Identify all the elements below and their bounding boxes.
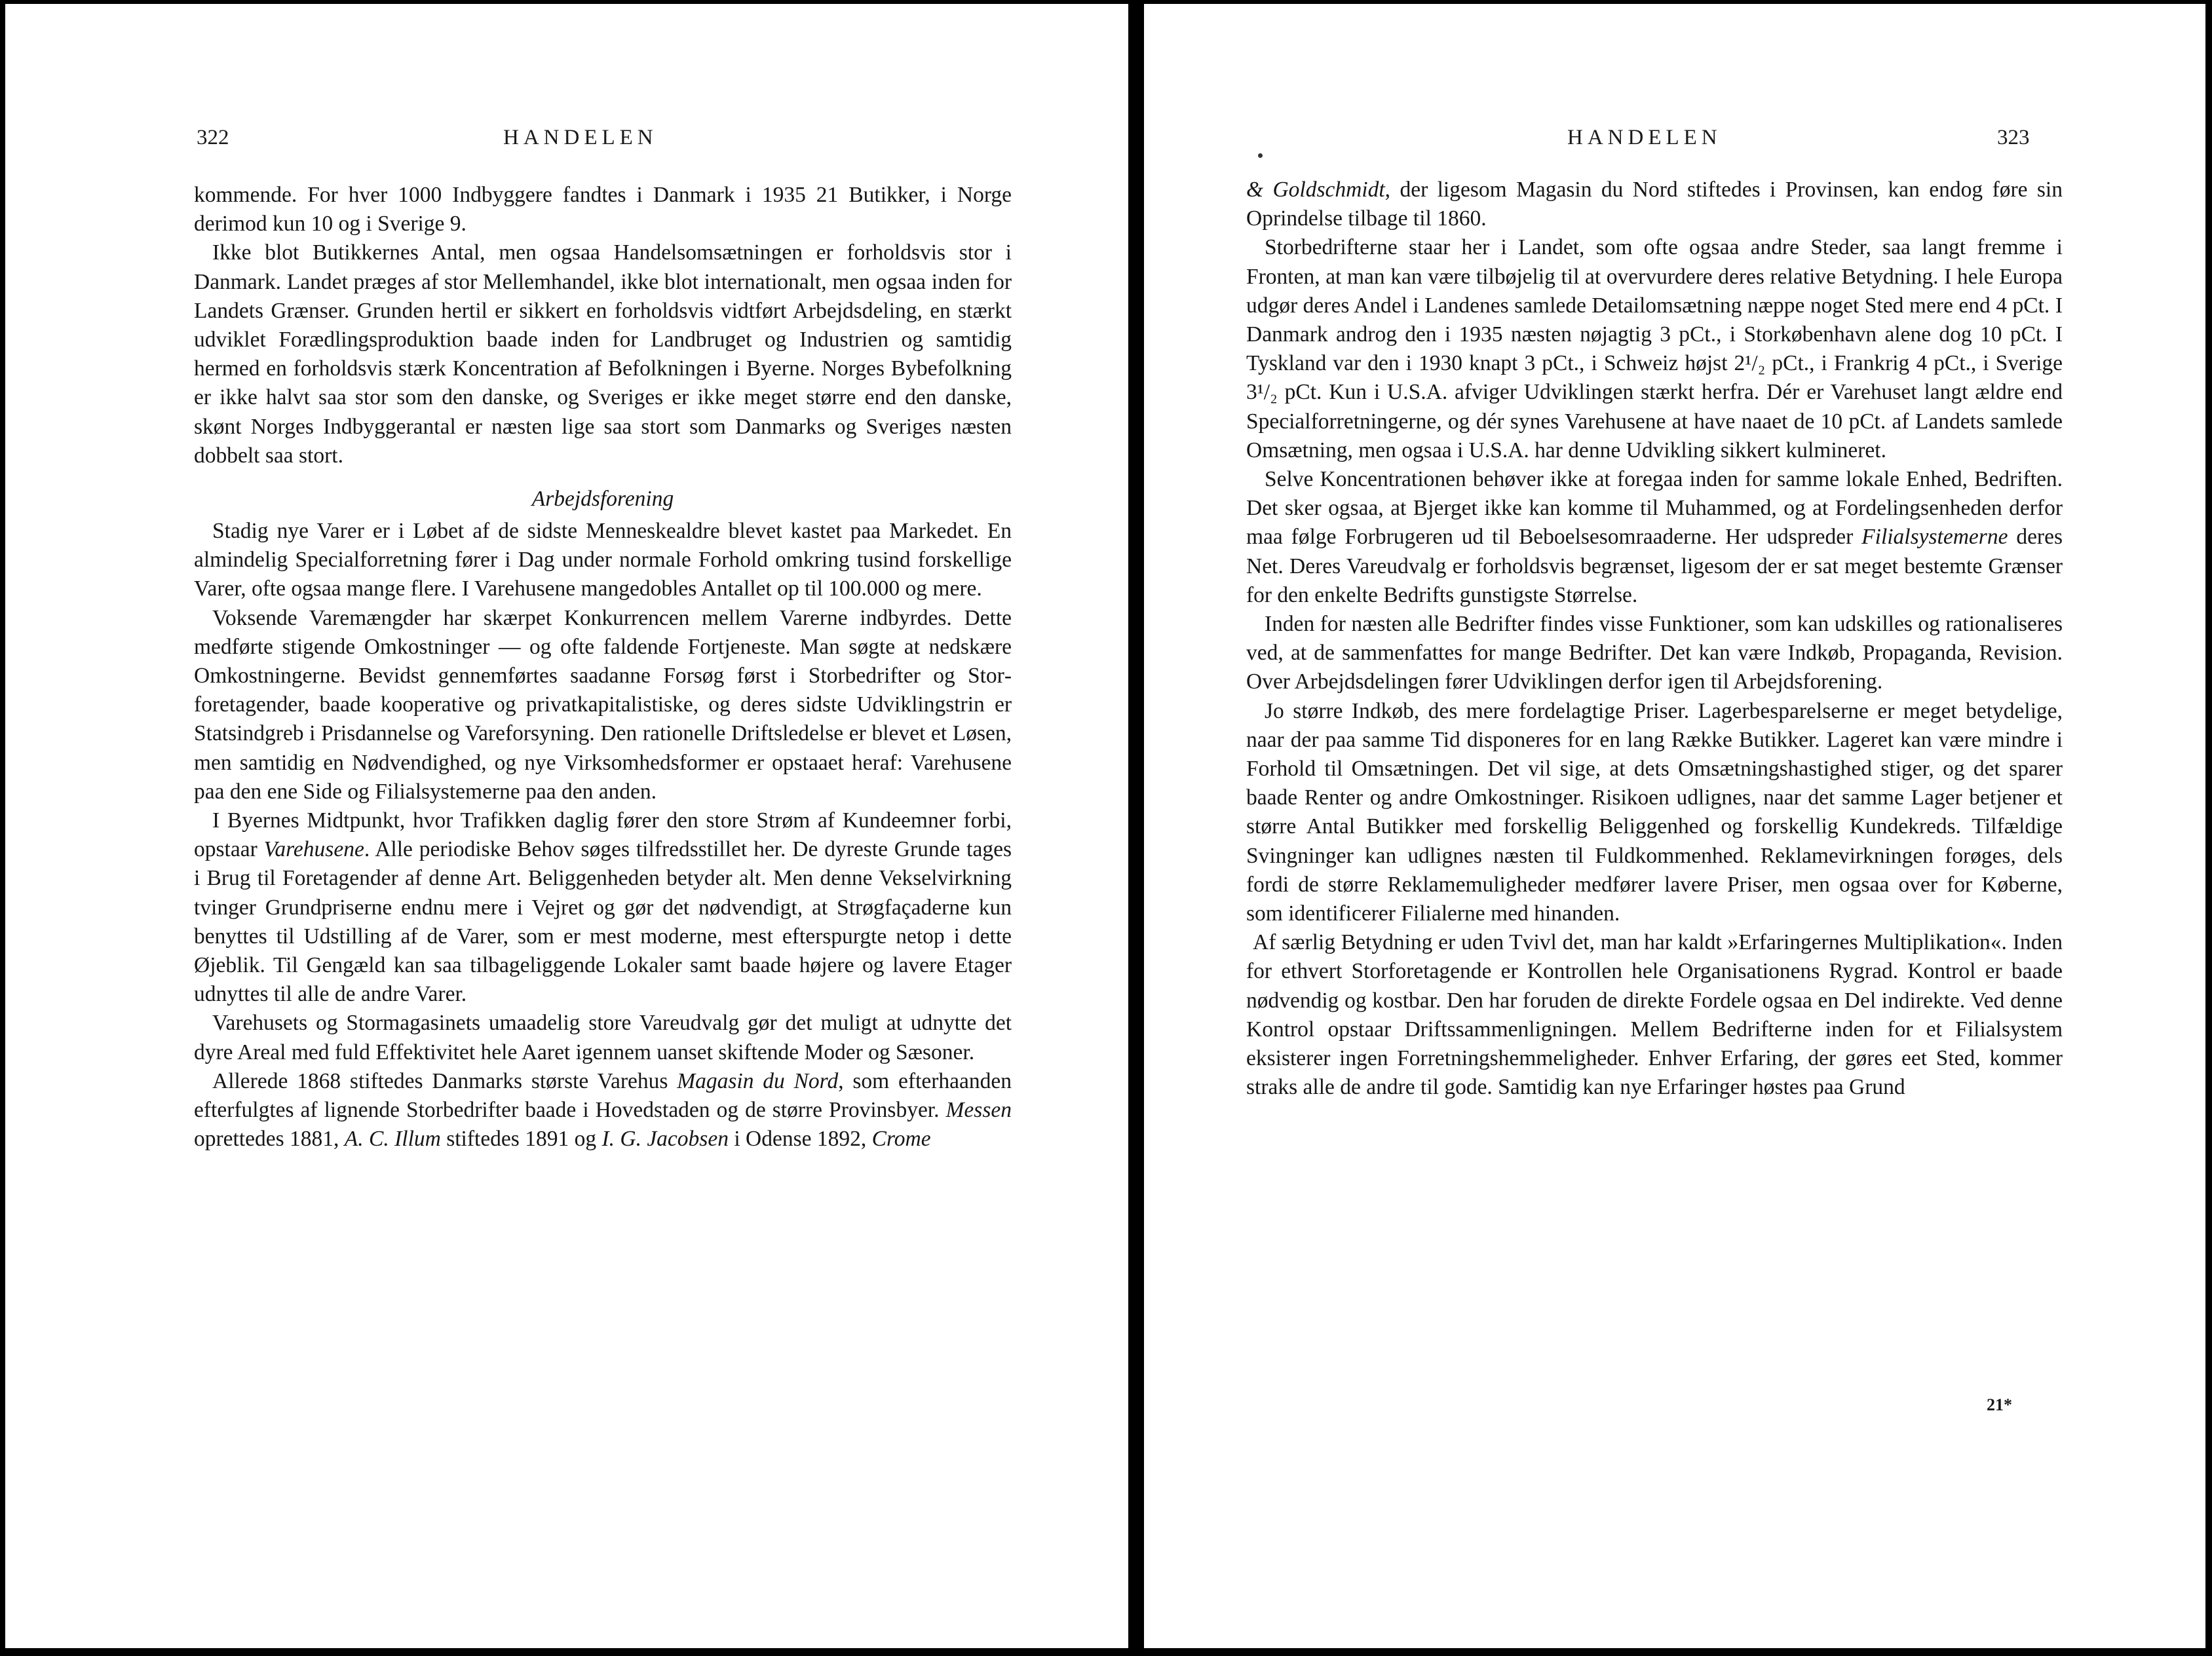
paragraph-text: I Byernes Midtpunkt, hvor Trafikken daglig fører den store Strøm af Kundeemner forbi, opstaar	[194, 808, 1012, 862]
italic-name: Messen	[945, 1098, 1012, 1123]
section-heading: Arbejdsforening	[531, 487, 674, 512]
paragraph: Varehusets og Stormagasinets umaadelig store Vareudvalg gør det muligt at udnytte det dyre Areal med fuld Effektivitet hele Aaret igennem uanset skiftende Moder og Sæsoner.	[194, 1011, 1012, 1064]
paragraph-text: stiftedes 1891 og	[440, 1127, 602, 1152]
page-number: 323	[1997, 126, 2030, 149]
paragraph	[1246, 465, 2063, 610]
paragraph: Ikke blot Butikkernes Antal, men ogsaa Handelsomsætningen er forholdsvis stor i Danmark. Landet præges af stor Mellemhandel, ikke blot internationalt, men ogsaa inden for Landets Grænser. Grunden hertil er sikkert en forholdsvis vidtført Arbejdsdeling, en stærkt udviklet Forædlingsproduktion baade inden for Landbruget og Industrien og samtidig hermed en forholdsvis stærk Koncentration af Befolkningen i Byerne. Norges Bybefolkning er ikke halvt saa stor som den danske, og Sveriges er ikke meget større end den danske, skønt Norges Indbyggerantal er næsten lige saa stort som Danmarks og Sveriges næsten dobbelt saa stort.	[194, 240, 1012, 468]
paragraph-text: Allerede 1868 stiftedes Danmarks største Varehus	[212, 1068, 677, 1093]
left-page-body	[194, 181, 1012, 1154]
paragraph: Voksende Varemængder har skærpet Konkurrencen mellem Varerne indbyrdes. Dette medførte stigende Omkostninger — og ofte faldende Fortjeneste. Man søgte at nedskære Omkostningerne. Bevidst gennemførtes saadanne Forsøg først i Storbedrifter og Storforetagender, baade kooperative og privatkapitalistiske, og deres sidste Udviklingstrin er Statsindgreb i Prisdannelse og Vareforsyning. Den rationelle Driftsledelse er blevet et Løsen, men samtidig en Nødvendighed, og nye Virksomhedsformer er opstaaet heraf: Varehusene paa den ene Side og Filialsystemerne paa den anden.	[194, 605, 1012, 804]
paragraph: kommende. For hver 1000 Indbyggere fandtes i Danmark i 1935 21 Butikker, i Norge derimod kun 10 og i Sverige 9.	[194, 183, 1012, 236]
signature-mark: 21*	[1987, 1395, 2012, 1414]
paragraph-text: deres Net. Deres Vareudvalg er forholdsvis begrænset, ligesom der er sat meget bestemte Grænser for den enkelte Bedrifts gunstigste Størrelse.	[1246, 525, 2063, 607]
paragraph: Storbedrifterne staar her i Landet, som ofte ogsaa andre Steder, saa langt fremme i Fronten, at man kan være tilbøjelig til at overvurdere deres relative Betydning. I hele Europa udgør deres Andel i Landenes samlede Detailomsætning næppe noget Sted mere end 4 pCt. I Danmark androg den i 1935 næsten nøjagtig 3 pCt., i Storkøbenhavn alene dog 10 pCt. I Tyskland var den i 1930 knapt 3 pCt., i Schweiz højst 2¹/₂ pCt., i Frankrig 4 pCt., i Sverige 3¹/₂ pCt. Kun i U.S.A. afviger Udviklingen stærkt herfra. Dér er Varehuset langt ældre end Specialforretningerne, og dér synes Varehusene at have naaet de 10 pCt. af Landets samlede Omsætning, men ogsaa i U.S.A. har denne Udvikling sikkert kulmineret.	[1246, 235, 2063, 462]
paragraph	[1246, 176, 2063, 233]
italic-name: & Goldschmidt	[1246, 178, 1385, 202]
italic-name: Crome	[871, 1127, 931, 1152]
paragraph	[194, 1067, 1012, 1154]
running-head: HANDELEN	[503, 126, 658, 149]
italic-name: Varehusene	[263, 837, 364, 862]
paragraph	[1246, 928, 2063, 1102]
right-page	[1144, 4, 2205, 1648]
paragraph-text: , som efterhaanden efterfulgtes af lignende Storbedrifter baade i Hovedstaden og de større Provinsbyer.	[194, 1068, 1012, 1123]
running-head: HANDELEN	[1567, 126, 1722, 149]
paragraph-text: i Odense 1892,	[728, 1127, 872, 1152]
paragraph-text: Af særlig Betydning er uden Tvivl det, man har kaldt »Erfaringernes Multiplikation«. Inden for ethvert Storforetagende er Kontrollen hele Organisationens Rygrad. Kontrol er baade nødvendig og kostbar. Den har foruden de direkte Fordele ogsaa en Del indirekte. Ved denne Kontrol opstaar Driftssammenligningen. Mellem Bedrifterne inden for et Filialsystem eksisterer ingen Forretningshemmeligheder. Enhver Erfaring, der gøres eet Sted, kommer straks alle de andre til gode. Samtidig kan nye Erfaringer høstes paa Grund	[1246, 930, 2063, 1100]
left-page-header	[5, 126, 1128, 159]
right-page-body	[1246, 176, 2063, 1102]
paragraph: Stadig nye Varer er i Løbet af de sidste Menneskealdre blevet kastet paa Markedet. En almindelig Specialforretning fører i Dag under normale Forhold omkring tusind forskellige Varer, ofte ogsaa mange flere. I Varehusene mangedobles Antallet op til 100.000 og mere.	[194, 519, 1012, 601]
italic-name: I. G. Jacobsen	[601, 1127, 729, 1152]
paragraph-text: . Alle periodiske Behov søges tilfredsstillet her. De dyreste Grunde tages i Brug til Foretagender af denne Art. Beliggenheden betyder alt. Men denne Vekselvirkning tvinger Grundpriserne endnu mere i Vejret og gør det nødvendigt, at Strøgfaçaderne kun benyttes til Udstilling af de Varer, som er mest moderne, mest efterspurgte netop i dette Øjeblik. Til Gengæld kan saa tilbageliggende Lokaler samt baade højere og lavere Etager udnyttes til alle de andre Varer.	[194, 837, 1012, 1007]
italic-name: Filialsystemerne	[1861, 525, 2008, 550]
paragraph: Inden for næsten alle Bedrifter findes visse Funktioner, som kan udskilles og rationaliseres ved, at de sammenfattes for mange Bedrifter. Det kan være Indkøb, Propaganda, Revision. Over Arbejdsdelingen fører Udviklingen derfor igen til Arbejdsforening.	[1246, 612, 2063, 694]
paragraph	[194, 806, 1012, 1009]
right-page-header	[1144, 126, 2205, 159]
paragraph: Jo større Indkøb, des mere fordelagtige Priser. Lagerbesparelserne er meget betydelige, naar der paa samme Tid disponeres for en lang Række Butikker. Lageret kan være mindre i Forhold til Omsætningen. Det vil sige, at dets Omsætningshastighed stiger, og det sparer baade Renter og andre Omkostninger. Risikoen udlignes, naar det samme Lager betjener et større Antal Butikker med forskellig Beliggenhed og forskellig Kundekreds. Tilfældige Svingninger kan udlignes næsten til Fuldkommenhed. Reklamevirkningen forøges, dels fordi de større Reklamemuligheder medfører lavere Priser, men ogsaa over for Køberne, som identificerer Filialerne med hinanden.	[1246, 698, 2063, 926]
page-number: 322	[197, 126, 229, 149]
paragraph-text: oprettedes 1881,	[194, 1127, 345, 1152]
paragraph-text: , der ligesom Magasin du Nord stiftedes i Provinsen, kan endog føre sin Oprindelse tilbage til 1860.	[1246, 178, 2063, 231]
italic-name: Magasin du Nord	[677, 1068, 839, 1093]
paragraph-text: Selve Koncentrationen behøver ikke at foregaa inden for samme lokale Enhed, Bedriften. Det sker ogsaa, at Bjerget ikke kan komme til Muhammed, og at Fordelingsenheden derfor maa følge Forbrugeren ud til Beboelsesomraaderne. Her udspreder	[1246, 467, 2063, 550]
italic-name: A. C. Illum	[344, 1127, 441, 1152]
left-page	[5, 4, 1128, 1648]
